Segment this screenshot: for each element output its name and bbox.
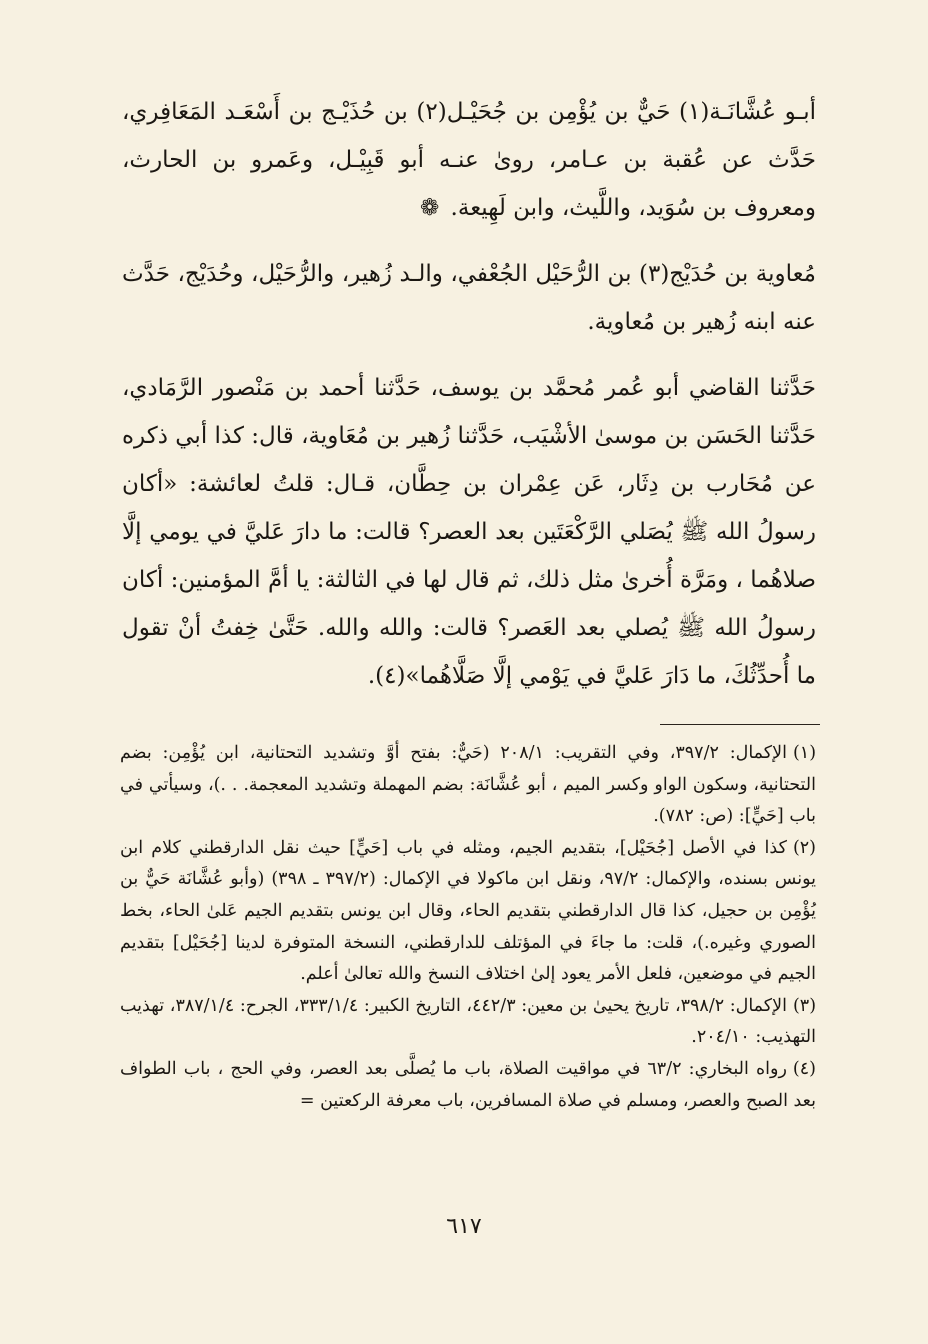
paragraph-text: أبـو عُشَّانَـة(١) حَيٌّ بن يُؤْمِن بن جُحَيْـل(٢) بن حُذَيْـج بن أَسْعَـد المَعَافِري، حَدَّث عن عُقبة بن عـامر، روىٰ عنـه أبو قَبِيْـل، وعَمرو بن الحارث، ومعروف بن سُوَيد، واللَّيث، وابن لَهِيعة. — [122, 99, 816, 221]
entry-muawiya: مُعاوية بن حُدَيْج(٣) بن الرُّحَيْل الجُعْفي، والـد زُهير، والرُّحَيْل، وحُدَيْج، حَدَّث عنه ابنه زُهير بن مُعاوية. — [122, 261, 816, 335]
footnote-3 — [120, 991, 816, 1054]
main-text — [122, 88, 816, 714]
entry-abu-ushshana — [122, 88, 816, 232]
footnote-number: (٢) — [792, 837, 816, 858]
footnote-number: (٤) — [792, 1058, 816, 1079]
footnote-1 — [120, 738, 816, 833]
footnote-text: كذا في الأصل [جُحَيْل]، بتقديم الجيم، ومثله في باب [حَيٍّ] حيث نقل الدارقطني كلام ابن يونس بسنده، والإكمال: ٩٧/٢، ونقل ابن ماكولا في الإكمال: (٣٩٧/٢ ـ ٣٩٨) (وأبو عُشَّانَة حَيٌّ بن يُؤْمِن بن حجيل، كذا قال الدارقطني بتقديم الحاء، وقال ابن يونس بتقديم الجيم عَلىٰ الحاء، بخط الصوري وغيره.)، قلت: ما جاءَ في المؤتلف للدارقطني، النسخة المتوفرة لدينا [جُحَيْل] بتقديم الجيم في موضعين، فلعل الأمر يعود إلىٰ اختلاف النسخ والله تعالىٰ أعلم. — [120, 837, 816, 985]
footnote-2 — [120, 833, 816, 991]
end-mark: ❁ — [419, 195, 440, 221]
footnote-text: الإكمال: ٣٩٨/٢، تاريخ يحيىٰ بن معين: ٤٤٢/٣، التاريخ الكبير: ٣٣٣/١/٤، الجرح: ٣٨٧/١/٤، تهذيب التهذيب: ٢٠٤/١٠. — [120, 995, 816, 1048]
footnotes — [120, 738, 816, 1117]
footnote-text: رواه البخاري: ٦٣/٢ في مواقيت الصلاة، باب ما يُصلَّى بعد العصر، وفي الحج ، باب الطواف بعد الصبح والعصر، ومسلم في صلاة المسافرين، باب معرفة الركعتين = — [120, 1058, 816, 1111]
footnote-text: الإكمال: ٣٩٧/٢، وفي التقريب: ٢٠٨/١ (حَيٌّ: بفتح أوَّ وتشديد التحتانية، ابن يُؤْمِن: بضم التحتانية، وسكون الواو وكسر الميم ، أبو عُشَّانَة: بضم المهملة وتشديد المعجمة. . .)، وسيأتي في باب [حَيٍّ]: (ص: ٧٨٢). — [120, 743, 816, 827]
footnote-separator — [660, 724, 820, 725]
footnote-number: (٣) — [792, 995, 817, 1016]
hadith-paragraph: حَدَّثنا القاضي أبو عُمر مُحمَّد بن يوسف، حَدَّثنا أحمد بن مَنْصور الرَّمَادي، حَدَّثنا الحَسَن بن موسىٰ الأشْيَب، حَدَّثنا زُهير بن مُعَاوية، قال: كذا أبي ذكره عن مُحَارب بن دِثَار، عَن عِمْران بن حِطَّان، قـال: قلتُ لعائشة: «أكان رسولُ الله ﷺ يُصَلي الرَّكْعَتَين بعد العصر؟ قالت: ما دارَ عَليَّ في يومي إلَّا صلاهُما ، ومَرَّة أُخرىٰ مثل ذلك، ثم قال لها في الثالثة: يا أمَّ المؤمنين: أكان رسولُ الله ﷺ يُصلي بعد العَصر؟ قالت: والله والله. حَتَّىٰ خِفتُ أنْ تقول ما أُحدِّثُكَ، ما دَارَ عَليَّ في يَوْمي إلَّا صَلَّاهُما»(٤). — [122, 375, 816, 689]
page-number: ٦١٧ — [446, 1214, 482, 1239]
footnote-number: (١) — [792, 743, 817, 763]
footnote-4 — [120, 1054, 816, 1117]
